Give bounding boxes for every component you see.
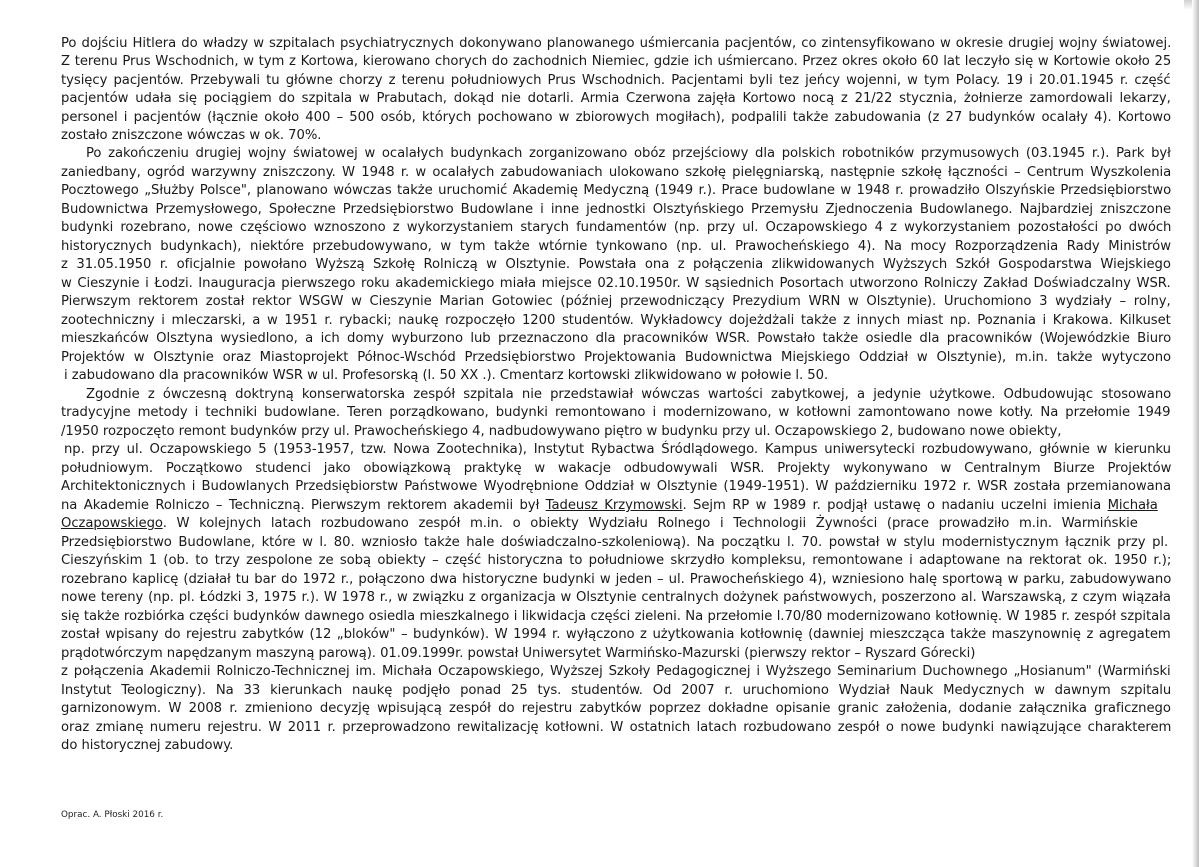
- text-line: [61, 497, 1171, 515]
- text-line: garnizonowym. W 2008 r. zmieniono decyzję wpisującą zespół do rejestru zabytków poprzez dokładne opisanie granic założenia, dodanie załącznika graficznego: [61, 701, 1171, 716]
- text-line: do historycznej zabudowy.: [61, 738, 234, 753]
- text-line: budynki rozebrano, nowe częściowo wznoszono z wykorzystaniem starych fundamentów (np. przy ul. Oczapowskiego 4 z wykorzystaniem pozostałości po dwóch: [61, 220, 1172, 235]
- text-line: Pierwszym rektorem został rektor WSGW w Cieszynie Marian Gotowiec (później przewodniczący Prezydium WRN w Olsztynie). Uruchomiono 3 wydziały – rolny,: [61, 294, 1171, 309]
- text-line: i zabudowano dla pracowników WSR w ul. Profesorską (l. 50 XX .). Cmentarz kortowski zlikwidowano w połowie l. 50.: [64, 368, 829, 383]
- text-line: Po zakończeniu drugiej wojny światowej w ocalałych budynkach zorganizowano obóz przejściowy dla polskich robotników przymusowych (03.1945 r.). Park był: [86, 146, 1171, 161]
- text-line: zostało zniszczone wówczas w ok. 70%.: [61, 128, 322, 143]
- text-line: Architektonicznych i Budowlanych Przedsiębiorstw Państwowe Wyodrębnione Oddział w Olsztynie (1949-1951). W październiku 1972 r. WSR została przemianowana: [61, 479, 1171, 494]
- text-line: z połączenia Akademii Rolniczo-Technicznej im. Michała Oczapowskiego, Wyższej Szkoły Pedagogicznej i Wyższego Seminarium Duchownego „Hosianum" (Warmiński: [61, 664, 1171, 679]
- text-line: prądotwórczym napędzanym maszyną parową). 01.09.1999r. powstał Uniwersytet Warmińsko-Mazurski (pierwszy rektor – Ryszard Górecki): [61, 646, 976, 661]
- text-line: nowe tereny (np. pl. Łódzki 3, 1975 r.). W 1978 r., w związku z organizacja w Olsztynie centralnych dożynek państwowych, poszerzono al. Warszawską, z czym wiązała: [61, 590, 1171, 605]
- text-line: południowym. Początkowo studenci jako obowiązkową praktykę w wakacje odbudowywali WSR. Projekty wykonywano w Centralnym Biurze Projektów: [61, 461, 1172, 476]
- text-line: Pocztowego „Służby Polsce", planowano wówczas także uruchomić Akademię Medyczną (1949 r.). Prace budowlane w 1948 r. prowadziło Olszyńskie Przedsiębiorstwo: [61, 183, 1172, 198]
- text-line: się także rozbiórka części budynków dawnego osiedla mieszkalnego i likwidacja części zieleni. Na przełomie l.70/80 modernizowano kotłownię. W 1985 r. zespół szpitala: [61, 609, 1171, 624]
- text-line: pacjentów udała się pociągiem do szpitala w Prabutach, dokąd nie dotarli. Armia Czerwona zajęła Kortowo nocą z 21/22 stycznia, żołnierze zamordowali lekarzy,: [61, 91, 1171, 106]
- text-line: Cieszyńskim 1 (ob. to trzy zespolone ze sobą obiekty – część historyczna to południowe skrzydło kompleksu, remontowane i adaptowane na rektorat ok. 1950 r.);: [61, 553, 1172, 568]
- text-line: zootechniczny i mleczarski, a w 1951 r. rybacki; naukę rozpoczęło 1200 studentów. Wykładowcy dojeżdżali także z innych miast np. Poznania i Krakowa. Kilkuset: [61, 313, 1171, 328]
- text-line: personel i pacjentów (łącznie około 400 – 500 osób, których pochowano w zbiorowych mogiłach), podpalili także zabudowania (z 27 budynków ocalały 4). Kortowo: [61, 110, 1172, 125]
- page-edge-shadow: [1192, 0, 1199, 867]
- text-line: tradycyjne metody i techniki budowlane. Teren porządkowano, budynki remontowano i modernizowano, w kotłowni zamontowano nowe kotły. Na przełomie 1949: [61, 405, 1171, 420]
- link-oczapowskiego[interactable]: Oczapowskiego: [61, 516, 163, 531]
- text-line: historycznych budynkach), niektóre przebudowywano, w tym także wtórnie tynkowano (np. ul. Prawocheńskiego 4). Na mocy Rozporządzenia Rady Ministrów: [61, 239, 1171, 254]
- text-line: został wpisany do rejestru zabytków (12 „bloków" – budynków). W 1994 r. wyłączono z użytkowania kotłownię (dawniej mieszcząca także maszynownię z agregatem: [61, 627, 1171, 642]
- link-tadeusz-krzymowski[interactable]: Tadeusz Krzymowski: [545, 498, 683, 513]
- text-line: oraz zmianę numeru rejestru. W 2011 r. przeprowadzono rewitalizację kotłowni. W ostatnich latach rozbudowano zespół o nowe budynki nawiązujące charakterem: [61, 720, 1172, 735]
- text-segment: . Sejm RP w 1989 r. podjął ustawę o nadaniu uczelni imienia: [682, 498, 1108, 513]
- text-line: z 31.05.1950 r. oficjalnie powołano Wyższą Szkołę Rolniczą w Olsztynie. Powstała ona z połączenia zlikwidowanych Wyższych Szkół Gospodarstwa Wiejskiego: [61, 257, 1171, 272]
- text-line: /1950 rozpoczęto remont budynków przy ul. Prawocheńskiego 4, nadbudowywano piętro w budynku przy ul. Oczapowskiego 2, budowano nowe obiekty,: [61, 424, 1062, 439]
- text-segment: . W kolejnych latach rozbudowano zespół m.in. o obiekty Wydziału Rolnego i Technologii Żywności (prace prowadziło m.in. Warmińskie: [162, 516, 1138, 531]
- author-credit: Oprac. A. Płoski 2016 r.: [61, 810, 164, 820]
- text-line: Zgodnie z ówczesną doktryną konserwatorska zespół szpitala nie przedstawiał wówczas wartości zabytkowej, a jedynie użytkowe. Odbudowując stosowano: [86, 387, 1172, 402]
- link-michala[interactable]: Michała: [1107, 498, 1158, 513]
- text-line: rozebrano kaplicę (działał tu bar do 1972 r., połączono dwa historyczne budynki w jeden – ul. Prawocheńskiego 4), wzniesiono halę sportową w parku, zabudowywano: [61, 572, 1172, 587]
- text-line: Projektów w Olsztynie oraz Miastoprojekt Północ-Wschód Przedsiębiorstwo Projektowania Budownictwa Miejskiego Oddział w Olsztynie), m.in. także wytyczono: [61, 350, 1172, 365]
- text-line: Po dojściu Hitlera do władzy w szpitalach psychiatrycznych dokonywano planowanego uśmiercania pacjentów, co zintensyfikowano w okresie drugiej wojny światowej.: [61, 36, 1172, 51]
- text-line: np. przy ul. Oczapowskiego 5 (1953-1957, tzw. Nowa Zootechnika), Instytut Rybactwa Śródlądowego. Kampus uniwersytecki rozbudowywano, głównie w kierunku: [64, 442, 1171, 457]
- text-line: w Cieszynie i Łodzi. Inauguracja pierwszego roku akademickiego miała miejsce 02.10.1950r. W sąsiednich Posortach utworzono Rolniczy Zakład Doświadczalny WSR.: [61, 276, 1171, 291]
- text-segment: na Akademie Rolniczo – Techniczną. Pierwszym rektorem akademii był: [61, 498, 546, 513]
- text-line: Budownictwa Przemysłowego, Społeczne Przedsiębiorstwo Budowlane i inne jednostki Olsztyńskiego Przemysłu Zjednoczenia Budowlanego. Najbardziej zniszczone: [61, 202, 1172, 217]
- text-line: Z terenu Prus Wschodnich, w tym z Kortowa, kierowano chorych do zachodnich Niemiec, gdzie ich uśmiercano. Przez okres około 60 lat leczyło się w Kortowie około 25: [61, 54, 1172, 69]
- text-line: Przedsiębiorstwo Budowlane, które w l. 80. wzniosło także hale doświadczalno-szkoleniową). Na początku l. 70. powstał w stylu modernistycznym łącznik przy pl.: [61, 535, 1169, 550]
- text-line: mieszkańców Olsztyna wysiedlono, a ich domy wyburzono lub przeznaczono dla pracowników WSR. Powstało także osiedle dla pracowników (Wojewódzkie Biuro: [61, 331, 1172, 346]
- text-line: tysięcy pacjentów. Przebywali tu główne chorzy z terenu południowych Prus Wschodnich. Pacjentami byli tez jeńcy wojenni, w tym Polacy. 19 i 20.01.1945 r. część: [61, 73, 1171, 88]
- text-line: Instytut Teologiczny). Na 33 kierunkach naukę podjęło ponad 25 tys. studentów. Od 2007 r. uruchomiono Wydział Nauk Medycznych w dawnym szpitalu: [61, 683, 1172, 698]
- text-line: [61, 515, 1171, 533]
- text-line: zaniedbany, ogród warzywny zniszczony. W 1948 r. w ocalałych zabudowaniach ulokowano szkołę pielęgniarską, następnie szkołę łączności – Centrum Wyszkolenia: [61, 165, 1172, 180]
